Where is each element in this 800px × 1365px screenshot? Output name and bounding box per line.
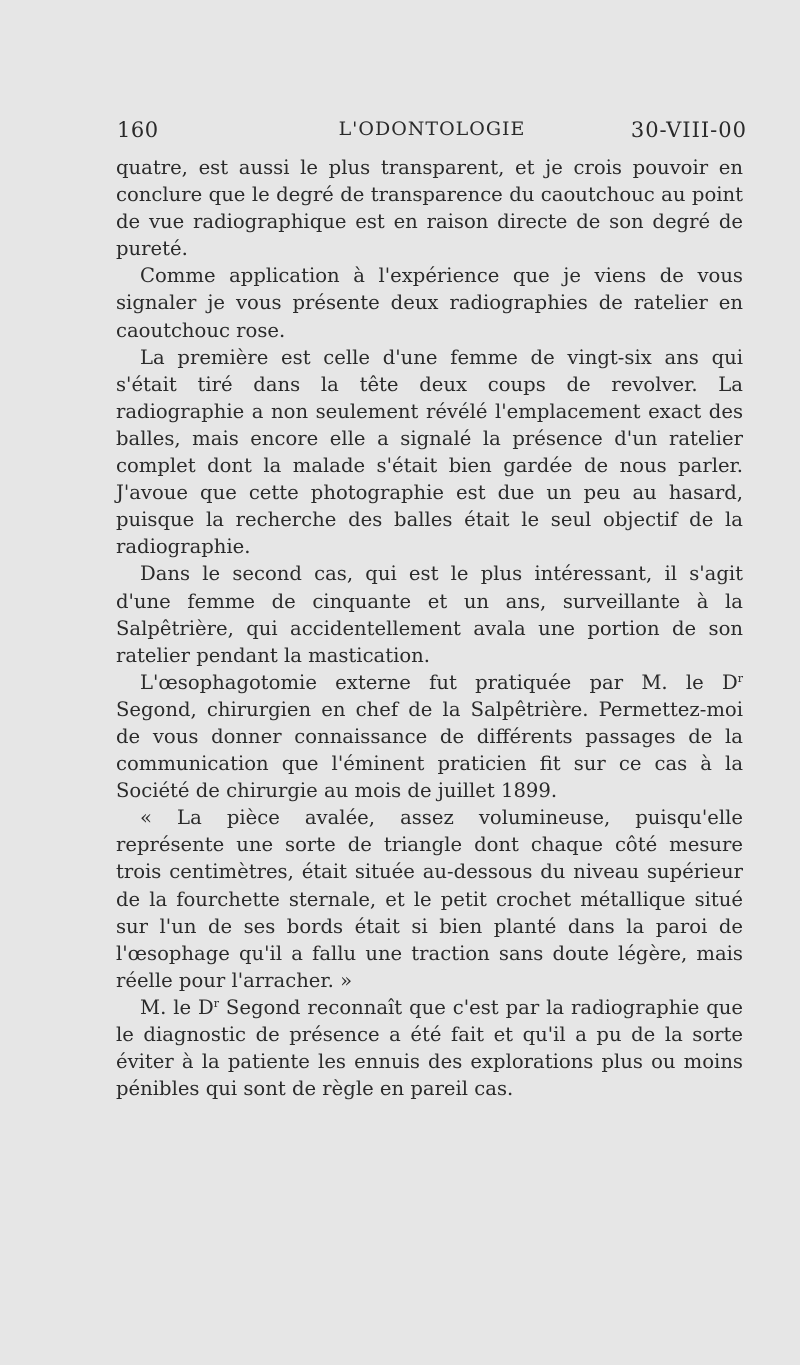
issue-date: 30-VIII-00 <box>630 118 747 142</box>
page-number: 160 <box>117 118 159 142</box>
paragraph <box>116 994 743 1102</box>
paragraph: La première est celle d'une femme de vingt-six ans qui s'était tiré dans la tête deux coups de revolver. La radiographie a non seulement révélé l'emplacement exact des balles, mais encore elle a signalé la présence d'un ratelier complet dont la malade s'était bien gardée de nous parler. J'avoue que cette photographie est due un peu au hasard, puisque la recherche des balles était le seul objectif de la radiographie. <box>116 345 743 559</box>
superscript: r <box>737 671 743 685</box>
body-text <box>116 154 743 1102</box>
page-header <box>117 118 747 148</box>
paragraph: Dans le second cas, qui est le plus intéressant, il s'agit d'une femme de cinquante et un ans, surveillante à la Salpêtrière, qui accidentellement avala une portion de son ratelier pendant la mastication. <box>116 562 743 667</box>
paragraph-text: L'œsophagotomie externe fut pratiquée par M. le D <box>140 670 738 694</box>
superscript: r <box>213 996 219 1010</box>
paragraph: Comme application à l'expérience que je viens de vous signaler je vous présente deux radiographies de ratelier en caoutchouc rose. <box>116 264 743 342</box>
paragraph: quatre, est aussi le plus transparent, et je crois pouvoir en conclure que le degré de transparence du caoutchouc au point de vue radiographique est en raison directe de son degré de pureté. <box>116 156 743 261</box>
paragraph-text: Segond, chirurgien en chef de la Salpêtrière. Permettez-moi de vous donner connaissance de différents passages de la communication que l'éminent praticien fit sur ce cas à la Société de chirurgie au mois de juillet 1899. <box>116 697 743 803</box>
quote-paragraph: « La pièce avalée, assez volumineuse, puisqu'elle représente une sorte de triangle dont chaque côté mesure trois centimètres, était située au-dessous du niveau supérieur de la fourchette sternale, et le petit crochet métallique situé sur l'un de ses bords était si bien planté dans la paroi de l'œsophage qu'il a fallu une traction sans doute légère, mais réelle pour l'arracher. » <box>116 806 743 992</box>
paragraph <box>116 669 743 804</box>
paragraph-text: M. le D <box>140 995 214 1019</box>
running-title: L'ODONTOLOGIE <box>338 118 526 140</box>
paragraph-text: Segond reconnaît que c'est par la radiographie que le diagnostic de présence a été fait et qu'il a pu de la sorte éviter à la patiente les ennuis des explorations plus ou moins pénibles qui sont de règle en pareil cas. <box>116 995 743 1101</box>
